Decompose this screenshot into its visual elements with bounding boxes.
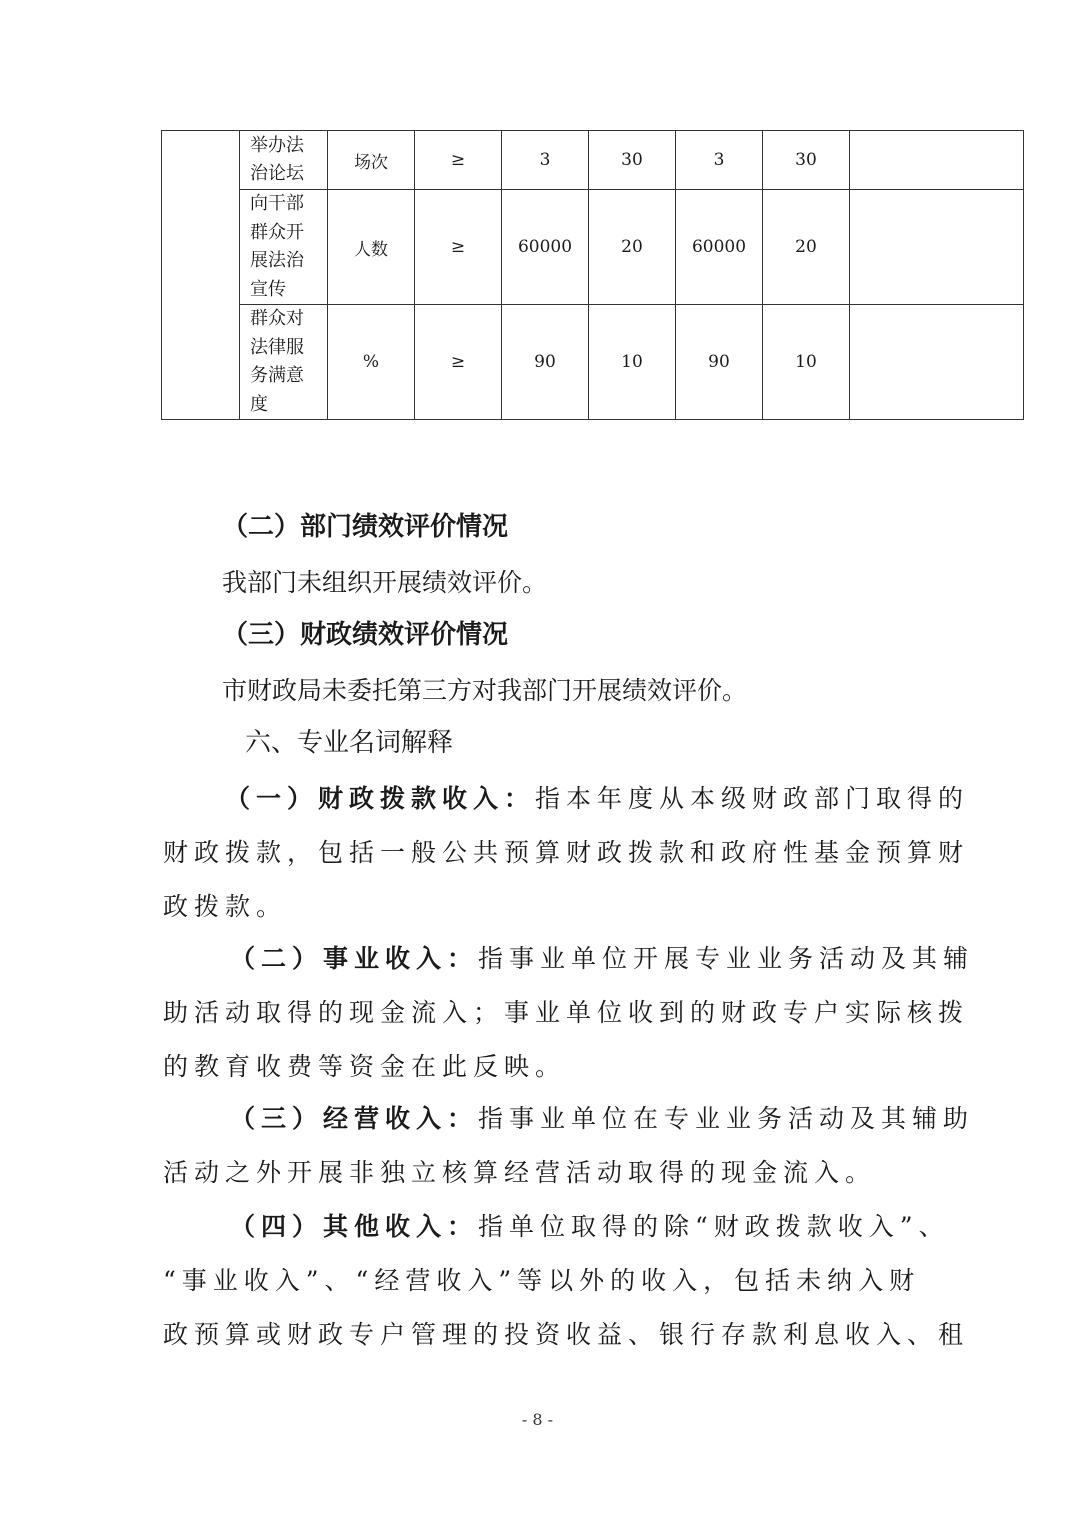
glossary-term-2-line-3: 的教育收费等资金在此反映。	[163, 1052, 567, 1081]
glossary-term-3-line-1	[230, 1104, 974, 1134]
indicator-note	[850, 305, 1024, 420]
glossary-term-4-line-2: “事业收入”、“经营收入”等以外的收入，包括未纳入财	[163, 1266, 921, 1295]
glossary-term-1-line-2: 财政拨款，包括一般公共预算财政拨款和政府性基金预算财	[163, 838, 970, 867]
glossary-term-1-label: （一）财政拨款收入：	[225, 784, 536, 813]
indicator-weight: 10	[589, 305, 676, 420]
glossary-term-4-line-1	[230, 1212, 950, 1242]
table-row	[162, 131, 1024, 190]
indicator-actual: 3	[676, 131, 763, 190]
category-cell	[162, 131, 240, 420]
indicator-target: 90	[502, 305, 589, 420]
glossary-term-2-line-1	[230, 944, 974, 974]
table-row	[162, 190, 1024, 305]
indicator-unit: 人数	[328, 190, 415, 305]
performance-indicator-table	[161, 130, 1024, 420]
dept-eval-heading: （二）部门绩效评价情况	[222, 512, 509, 542]
indicator-note	[850, 190, 1024, 305]
table-row	[162, 305, 1024, 420]
glossary-term-2-line-2: 助活动取得的现金流入；事业单位收到的财政专户实际核拨	[163, 998, 970, 1027]
glossary-term-2-text: 指事业单位开展专业业务活动及其辅	[478, 944, 975, 973]
indicator-name: 举办法 治论坛	[240, 131, 328, 190]
indicator-actual: 90	[676, 305, 763, 420]
glossary-term-2-label: （二）事业收入：	[230, 944, 479, 973]
indicator-operator: ≥	[415, 305, 502, 420]
glossary-term-4-line-3: 政预算或财政专户管理的投资收益、银行存款利息收入、租	[163, 1320, 970, 1349]
indicator-actual: 60000	[676, 190, 763, 305]
dept-eval-text: 我部门未组织开展绩效评价。	[222, 568, 548, 597]
indicator-name: 群众对 法律服 务满意 度	[240, 305, 328, 420]
glossary-term-3-line-2: 活动之外开展非独立核算经营活动取得的现金流入。	[163, 1158, 877, 1187]
indicator-note	[850, 131, 1024, 190]
glossary-term-4-text: 指单位取得的除“财政拨款收入”、	[478, 1212, 950, 1241]
glossary-term-3-text: 指事业单位在专业业务活动及其辅助	[478, 1104, 975, 1133]
indicator-operator: ≥	[415, 190, 502, 305]
glossary-term-1-line-1	[225, 784, 969, 814]
indicator-weight: 30	[589, 131, 676, 190]
indicator-score: 20	[763, 190, 850, 305]
indicator-weight: 20	[589, 190, 676, 305]
glossary-term-1-text: 指本年度从本级财政部门取得的	[535, 784, 970, 813]
glossary-term-1-line-3: 政拨款。	[163, 892, 288, 921]
fin-eval-text: 市财政局未委托第三方对我部门开展绩效评价。	[222, 676, 748, 705]
glossary-term-3-label: （三）经营收入：	[230, 1104, 479, 1133]
indicator-name: 向干部 群众开 展法治 宣传	[240, 190, 328, 305]
indicator-target: 60000	[502, 190, 589, 305]
indicator-operator: ≥	[415, 131, 502, 190]
indicator-unit: 场次	[328, 131, 415, 190]
fin-eval-heading: （三）财政绩效评价情况	[222, 620, 509, 650]
indicator-score: 10	[763, 305, 850, 420]
glossary-heading: 六、专业名词解释	[245, 728, 454, 758]
page-number: - 8 -	[521, 1410, 554, 1429]
indicator-unit: %	[328, 305, 415, 420]
indicator-target: 3	[502, 131, 589, 190]
indicator-score: 30	[763, 131, 850, 190]
glossary-term-4-label: （四）其他收入：	[230, 1212, 479, 1241]
